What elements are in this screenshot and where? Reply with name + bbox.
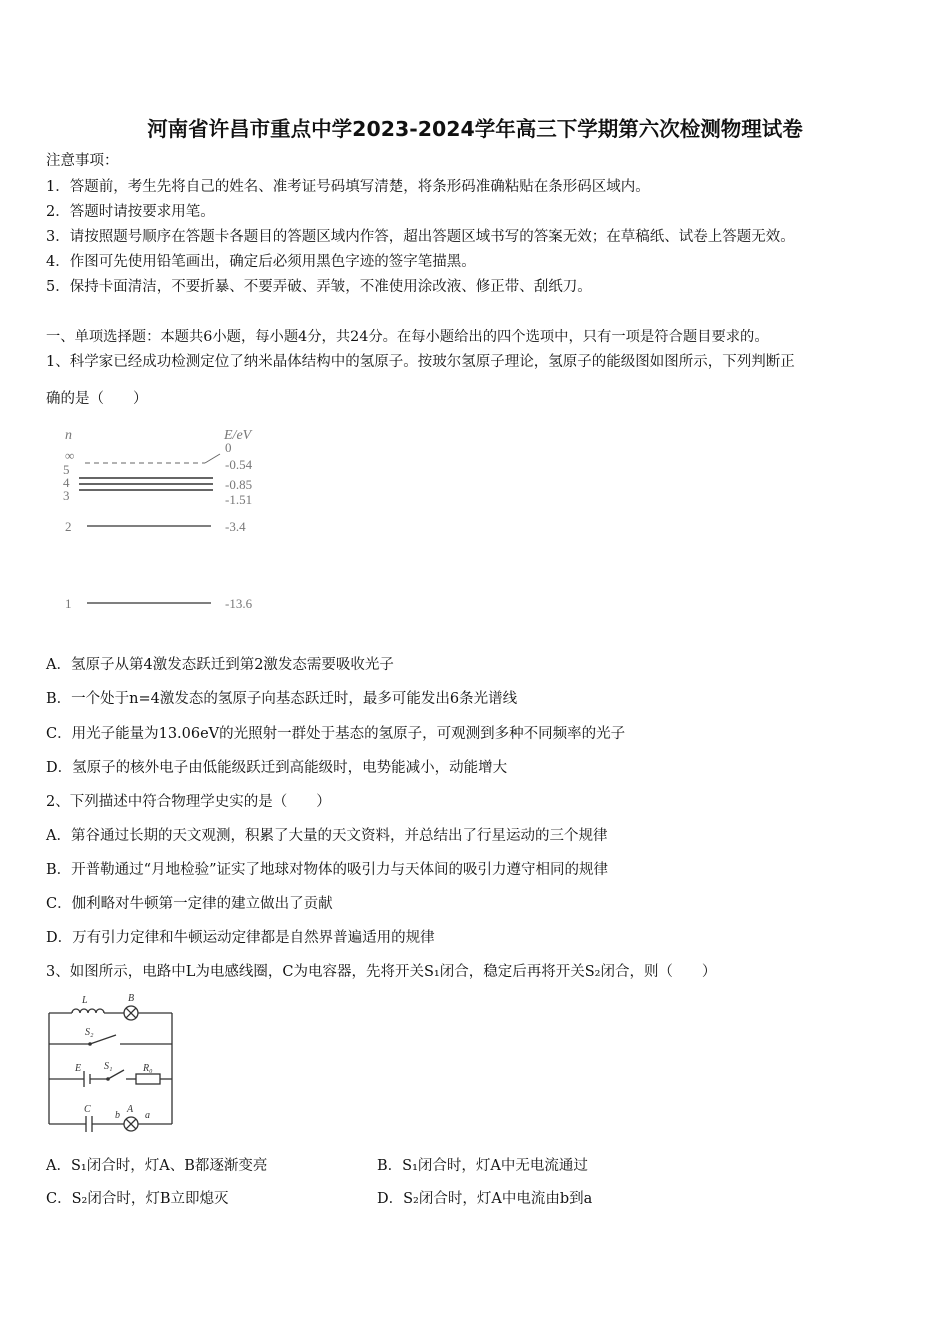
level-leader-line	[205, 454, 220, 463]
level-n-label: 2	[65, 519, 72, 534]
level-n-label: 4	[63, 475, 70, 490]
notice-item: 4．作图可先使用铅笔画出，确定后必须用黑色字迹的签字笔描黑。	[46, 254, 476, 270]
label-inductor: L	[82, 995, 88, 1006]
label-resistor: R₀	[143, 1063, 153, 1074]
page-title: 河南省许昌市重点中学2023-2024学年高三下学期第六次检测物理试卷	[147, 117, 803, 141]
question-3-option-a: A．S₁闭合时，灯A、B都逐渐变亮	[46, 1158, 268, 1174]
notice-heading: 注意事项：	[46, 153, 119, 169]
level-energy-label: -0.54	[225, 457, 253, 472]
label-battery: E	[75, 1063, 82, 1074]
question-1-stem: 1、科学家已经成功检测定位了纳米晶体结构中的氢原子。按玻尔氢原子理论，氢原子的能级图如图所示，下列判断正	[46, 354, 795, 370]
label-terminal-b: b	[115, 1110, 120, 1121]
level-energy-label: -0.85	[225, 477, 253, 492]
switch-s2-symbol	[90, 1035, 116, 1044]
question-3-option-c: C．S₂闭合时，灯B立即熄灭	[46, 1191, 229, 1207]
level-energy-label: -13.6	[225, 596, 253, 611]
question-2-option-d: D．万有引力定律和牛顿运动定律都是自然界普遍适用的规律	[46, 930, 435, 946]
question-2-option-a: A．第谷通过长期的天文观测，积累了大量的天文资料，并总结出了行星运动的三个规律	[46, 828, 608, 844]
question-1-option-d: D．氢原子的核外电子由低能级跃迁到高能级时，电势能减小，动能增大	[46, 760, 508, 776]
n-axis-label: n	[65, 428, 72, 443]
level-energy-label: -3.4	[225, 519, 246, 534]
question-2-stem: 2、下列描述中符合物理学史实的是（ ）	[46, 794, 331, 810]
level-n-label: 1	[65, 596, 72, 611]
level-n-label: 3	[63, 488, 70, 503]
question-2-option-b: B．开普勒通过“月地检验”证实了地球对物体的吸引力与天体间的吸引力遵守相同的规律	[46, 862, 608, 878]
question-3-option-d: D．S₂闭合时，灯A中电流由b到a	[377, 1191, 593, 1207]
label-lamp-b: B	[128, 993, 135, 1004]
label-lamp-a: A	[127, 1104, 134, 1115]
notice-item: 2．答题时请按要求用笔。	[46, 204, 215, 220]
question-3-option-b: B．S₁闭合时，灯A中无电流通过	[377, 1158, 588, 1174]
level-energy-label: -1.51	[225, 492, 253, 507]
label-switch-s1: S₁	[104, 1061, 113, 1072]
energy-axis-label: E/eV	[224, 428, 252, 443]
question-3-stem: 3、如图所示，电路中L为电感线圈，C为电容器，先将开关S₁闭合，稳定后再将开关S₂闭合，则（ ）	[46, 964, 717, 980]
notice-item: 3．请按照题号顺序在答题卡各题目的答题区域内作答，超出答题区域书写的答案无效；在草稿纸、试卷上答题无效。	[46, 229, 795, 245]
level-energy-label: 0	[225, 440, 232, 455]
label-capacitor: C	[84, 1104, 91, 1115]
notice-item: 1．答题前，考生先将自己的姓名、准考证号码填写清楚，将条形码准确粘贴在条形码区域内。	[46, 179, 650, 195]
question-1-option-c: C．用光子能量为13.06eV的光照射一群处于基态的氢原子，可观测到多种不同频率的光子	[46, 726, 626, 742]
label-terminal-a: a	[145, 1110, 150, 1121]
question-2-option-c: C．伽利略对牛顿第一定律的建立做出了贡献	[46, 896, 333, 912]
section-heading: 一、单项选择题：本题共6小题，每小题4分，共24分。在每小题给出的四个选项中，只有一项是符合题目要求的。	[46, 329, 769, 345]
level-n-label: 5	[63, 462, 70, 477]
energy-level-diagram	[55, 420, 285, 620]
inductor-symbol	[72, 1009, 104, 1013]
notice-item: 5．保持卡面清洁，不要折暴、不要弄破、弄皱，不准使用涂改液、修正带、刮纸刀。	[46, 279, 592, 295]
circuit-diagram	[40, 990, 190, 1138]
question-1-option-a: A．氢原子从第4激发态跃迁到第2激发态需要吸收光子	[46, 657, 394, 673]
label-switch-s2: S₂	[85, 1027, 94, 1038]
question-1-option-b: B．一个处于n=4激发态的氢原子向基态跃迁时，最多可能发出6条光谱线	[46, 691, 518, 707]
question-1-stem-cont: 确的是（ ）	[46, 391, 148, 407]
level-n-label: ∞	[65, 448, 75, 463]
resistor-symbol	[136, 1074, 160, 1084]
